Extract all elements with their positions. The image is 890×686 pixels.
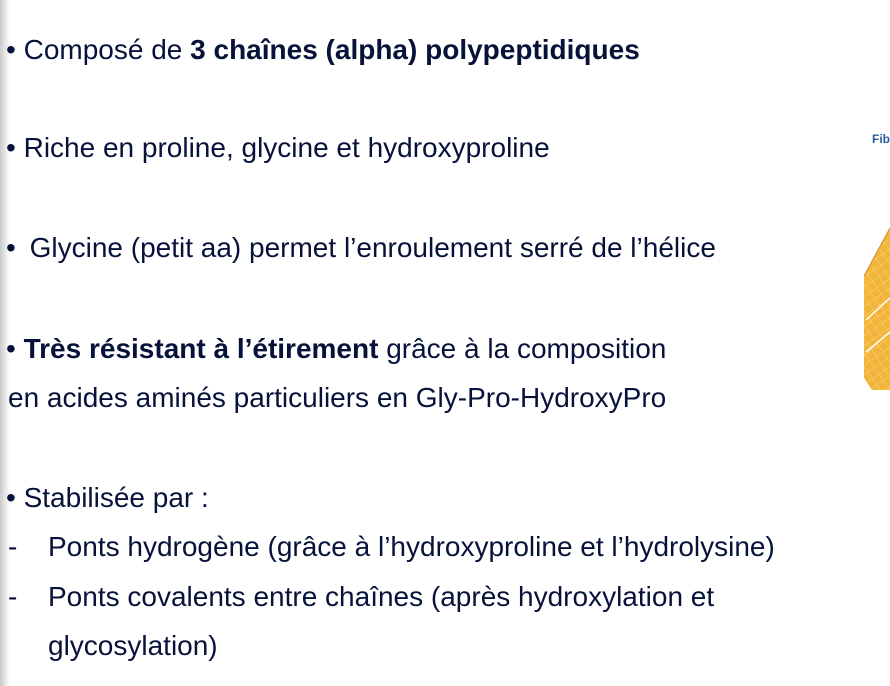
bullet-text: Glycine (petit aa) permet l’enroulement serré de l’hélice: [29, 232, 716, 263]
bullet-marker: •: [6, 482, 16, 513]
subitem-covalent-bonds: Ponts covalents entre chaînes (après hydroxylation et: [48, 581, 715, 612]
bullet-text: Composé de: [23, 34, 191, 65]
bullet-marker: •: [6, 333, 16, 364]
subitem-covalent-bonds-line2: glycosylation): [48, 630, 218, 661]
bullet-chains: [6, 34, 640, 66]
bullet-text: Riche en proline, glycine et hydroxyproline: [23, 132, 550, 163]
bullet-marker: •: [6, 232, 16, 263]
bullet-marker: •: [6, 34, 16, 65]
subitem-marker: -: [8, 581, 18, 612]
bullet-text: Stabilisée par :: [23, 482, 209, 513]
bullet-stabilization: [6, 482, 209, 514]
subitem-marker: -: [8, 531, 18, 562]
subitem-hydrogen-bonds: Ponts hydrogène (grâce à l’hydroxyproline et l’hydrolysine): [48, 531, 775, 562]
bullet-glycine: [6, 232, 716, 264]
bullet-resistance-line2: en acides aminés particuliers en Gly-Pro-HydroxyPro: [8, 382, 667, 413]
collagen-fiber-image: [864, 228, 890, 390]
bullet-composition: [6, 132, 550, 164]
bullet-bold-text: 3 chaînes (alpha) polypeptidiques: [190, 34, 640, 65]
bullet-marker: •: [6, 132, 16, 163]
figure-label: Fib: [872, 132, 890, 146]
bullet-text: grâce à la composition: [378, 333, 667, 364]
bullet-bold-text: Très résistant à l’étirement: [23, 333, 379, 364]
bullet-resistance: [6, 333, 666, 365]
